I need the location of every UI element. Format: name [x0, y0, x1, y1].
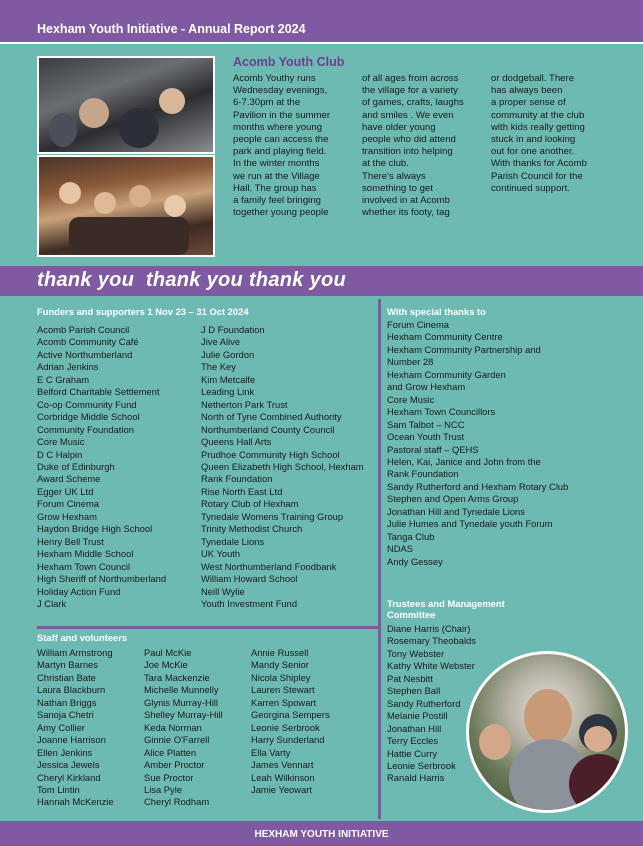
club-text-column-2: of all ages from across the village for a variety of games, crafts, laughs and smiles . We even have older young people who did attend transition into helping at the club. There's always something to get involved in at Acomb whether its footy, tag	[362, 73, 464, 219]
list-item: Netherton Park Trust	[201, 398, 288, 410]
list-item: Pat Nesbitt	[387, 672, 433, 684]
list-item: Youth Investment Fund	[201, 597, 298, 609]
list-item: Keda Norman	[144, 721, 202, 733]
list-item: Shelley Murray-Hill	[144, 709, 223, 721]
trustees-heading: Trustees and Management Committee	[387, 598, 505, 620]
report-footer	[0, 821, 643, 846]
list-item: Jonathan Hill	[387, 722, 442, 734]
list-item: Amber Proctor	[144, 759, 205, 771]
list-item: Kim Metcalfe	[201, 373, 256, 385]
list-item: NDAS	[387, 543, 414, 555]
staff-heading: Staff and volunteers	[37, 632, 128, 643]
list-item: Jonathan Hill and Tynedale Lions	[387, 505, 525, 517]
list-item: Sanoja Chetri	[37, 709, 94, 721]
list-item: Core Music	[37, 436, 85, 448]
list-item: Leonie Serbrook	[387, 759, 456, 771]
list-item: Tom Lintin	[37, 783, 80, 795]
list-item: High Sheriff of Northumberland	[37, 573, 167, 585]
list-item: Hexham Town Councillors	[387, 406, 496, 418]
list-item: Rosemary Theobalds	[387, 635, 476, 647]
list-item: Amy Collier	[37, 721, 85, 733]
list-item: Diane Harris (Chair)	[387, 623, 471, 634]
report-title: Hexham Youth Initiative - Annual Report 2024	[37, 22, 306, 36]
list-item: Tara Mackenzie	[144, 671, 210, 683]
list-item: Sandy Rutherford	[387, 697, 461, 709]
list-item: Kathy White Webster	[387, 660, 475, 672]
list-item: Annie Russell	[251, 647, 309, 658]
club-text-column-3: or dodgeball. There has always been a proper sense of community at the club with kids really getting stuck in and looking out for one another. With thanks for Acomb Parish Council for the continued support.	[491, 73, 587, 194]
list-item: Jive Alive	[201, 336, 241, 348]
list-item: Laura Blackburn	[37, 684, 106, 696]
list-item: Henry Bell Trust	[37, 535, 104, 547]
special-thanks-list	[387, 319, 568, 568]
list-item: Hexham Community Garden	[387, 368, 506, 380]
list-item: Stephen and Open Arms Group	[387, 493, 519, 505]
list-item: Corbridge Middle School	[37, 411, 140, 423]
list-item: Karren Spowart	[251, 696, 317, 708]
list-item: Core Music	[387, 393, 435, 405]
list-item: Number 28	[387, 356, 434, 368]
list-item: Terry Eccles	[387, 735, 439, 747]
list-item: Haydon Bridge High School	[37, 523, 153, 535]
list-item: Jamie Yeowart	[251, 783, 312, 795]
list-item: UK Youth	[201, 548, 241, 560]
list-item: Joanne Harrison	[37, 734, 106, 746]
trustees-group-photo	[466, 651, 628, 813]
club-text-column-1: Acomb Youthy runs Wednesday evenings, 6-7.30pm at the Pavilion in the summer months where young people can access the park and playing field. In the winter months we run at the Village Hall. The group has a family feel bringing together young people	[233, 73, 331, 219]
funders-list-2	[201, 324, 364, 610]
list-item: Ginnie O'Farrell	[144, 734, 210, 746]
list-item: Lauren Stewart	[251, 684, 315, 696]
club-heading: Acomb Youth Club	[233, 55, 345, 69]
list-item: The Key	[201, 361, 236, 373]
funders-list-1	[37, 324, 166, 610]
vertical-divider	[378, 299, 381, 819]
list-item: E C Graham	[37, 373, 90, 385]
list-item: Community Foundation	[37, 423, 134, 435]
list-item: Andy Gessey	[387, 555, 443, 567]
list-item: Rotary Club of Hexham	[201, 498, 299, 510]
list-item: Hexham Community Centre	[387, 331, 503, 343]
horizontal-divider	[37, 626, 378, 629]
list-item: Forum Cinema	[37, 498, 99, 510]
list-item: Queen Elizabeth High School, Hexham	[201, 460, 364, 472]
list-item: Rise North East Ltd	[201, 485, 283, 497]
list-item: Tony Webster	[387, 647, 445, 659]
list-item: Leah Wilkinson	[251, 771, 315, 783]
thank-you-banner	[0, 266, 643, 296]
list-item: Tynedale Womens Training Group	[201, 510, 344, 522]
list-item: Trinity Methodist Church	[201, 523, 303, 535]
list-item: Tanga Club	[387, 530, 435, 542]
list-item: Grow Hexham	[37, 510, 97, 522]
list-item: Cheryl Rodham	[144, 796, 210, 808]
list-item: James Vennart	[251, 759, 314, 771]
list-item: Active Northumberland	[37, 348, 133, 360]
list-item: Prudhoe Community High School	[201, 448, 340, 460]
list-item: Belford Charitable Settlement	[37, 386, 160, 398]
list-item: J D Foundation	[201, 324, 265, 335]
youth-club-photo-group	[37, 155, 215, 257]
youth-club-photo-indoor	[37, 56, 215, 154]
list-item: Lisa Pyle	[144, 783, 183, 795]
list-item: Sue Proctor	[144, 771, 194, 783]
funders-heading: Funders and supporters 1 Nov 23 – 31 Oct 2024	[37, 306, 249, 317]
list-item: Adrian Jenkins	[37, 361, 99, 373]
list-item: Paul McKie	[144, 647, 192, 658]
list-item: Jessica Jewels	[37, 759, 100, 771]
list-item: Award Scheme	[37, 473, 101, 485]
list-item: Hattie Curry	[387, 747, 438, 759]
list-item: Julie Gordon	[201, 348, 255, 360]
list-item: William Howard School	[201, 573, 298, 585]
list-item: Acomb Parish Council	[37, 324, 130, 335]
list-item: Neill Wylie	[201, 585, 245, 597]
list-item: Sam Talbot – NCC	[387, 418, 465, 430]
list-item: Nathan Briggs	[37, 696, 97, 708]
list-item: Julie Humes and Tynedale youth Forum	[387, 518, 553, 530]
list-item: Cheryl Kirkland	[37, 771, 101, 783]
list-item: Leonie Serbrook	[251, 721, 320, 733]
list-item: Sandy Rutherford and Hexham Rotary Club	[387, 480, 569, 492]
list-item: Glynis Murray-Hill	[144, 696, 218, 708]
list-item: Northumberland County Council	[201, 423, 335, 435]
list-item: Hexham Town Council	[37, 560, 131, 572]
list-item: Tynedale Lions	[201, 535, 265, 547]
staff-list-3	[251, 647, 330, 796]
staff-list-1	[37, 647, 114, 809]
list-item: Georgina Sempers	[251, 709, 330, 721]
list-item: Nicola Shipley	[251, 671, 311, 683]
list-item: D C Halpin	[37, 448, 83, 460]
list-item: Holiday Action Fund	[37, 585, 121, 597]
list-item: Michelle Munnelly	[144, 684, 219, 696]
list-item: Forum Cinema	[387, 319, 449, 330]
list-item: Helen, Kai, Janice and John from the	[387, 455, 541, 467]
list-item: and Grow Hexham	[387, 381, 466, 393]
list-item: Melanie Postill	[387, 710, 448, 722]
report-header	[0, 0, 643, 44]
footer-title: HEXHAM YOUTH INITIATIVE	[254, 829, 389, 840]
list-item: Hexham Middle School	[37, 548, 134, 560]
list-item: Christian Bate	[37, 671, 96, 683]
list-item: Ranald Harris	[387, 772, 445, 784]
list-item: North of Tyne Combined Authority	[201, 411, 342, 423]
trustees-list	[387, 623, 476, 785]
list-item: Egger UK Ltd	[37, 485, 94, 497]
list-item: Duke of Edinburgh	[37, 460, 115, 472]
list-item: Ella Varty	[251, 746, 291, 758]
list-item: Queens Hall Arts	[201, 436, 272, 448]
list-item: Hannah McKenzie	[37, 796, 114, 808]
list-item: Alice Platten	[144, 746, 197, 758]
list-item: Mandy Senior	[251, 659, 309, 671]
list-item: Co-op Community Fund	[37, 398, 137, 410]
list-item: West Northumberland Foodbank	[201, 560, 337, 572]
list-item: Stephen Ball	[387, 685, 441, 697]
staff-list-2	[144, 647, 223, 809]
list-item: Ellen Jenkins	[37, 746, 93, 758]
list-item: Rank Foundation	[201, 473, 273, 485]
list-item: Joe McKie	[144, 659, 188, 671]
list-item: Pastoral staff – QEHS	[387, 443, 479, 455]
list-item: Leading Link	[201, 386, 255, 398]
list-item: William Armstrong	[37, 647, 113, 658]
list-item: Martyn Barnes	[37, 659, 98, 671]
list-item: J Clark	[37, 597, 67, 609]
list-item: Ocean Youth Trust	[387, 431, 465, 443]
list-item: Acomb Community Café	[37, 336, 139, 348]
thank-you-text: thank you thank you thank you	[37, 269, 347, 291]
list-item: Hexham Community Partnership and	[387, 343, 541, 355]
list-item: Harry Sunderland	[251, 734, 325, 746]
special-thanks-heading: With special thanks to	[387, 306, 486, 317]
list-item: Rank Foundation	[387, 468, 459, 480]
